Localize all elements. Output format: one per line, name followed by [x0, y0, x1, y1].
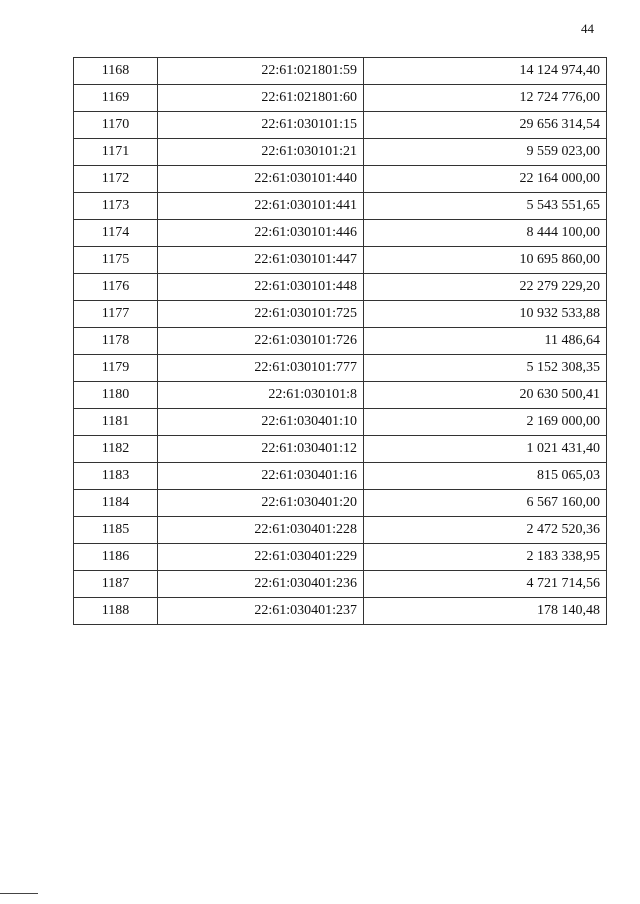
- cadastral-value-cell: 2 472 520,36: [364, 517, 607, 544]
- cadastral-number-cell: 22:61:030101:15: [158, 112, 364, 139]
- table-body: [74, 58, 607, 625]
- cadastral-value-cell: 5 152 308,35: [364, 355, 607, 382]
- row-number-cell: 1178: [74, 328, 158, 355]
- page-number: 44: [581, 21, 594, 36]
- cadastral-value-cell: 12 724 776,00: [364, 85, 607, 112]
- row-number-cell: 1182: [74, 436, 158, 463]
- row-number-cell: 1181: [74, 409, 158, 436]
- cadastral-value-cell: 20 630 500,41: [364, 382, 607, 409]
- cadastral-value-table: [73, 57, 607, 625]
- cadastral-number-cell: 22:61:030401:20: [158, 490, 364, 517]
- row-number-cell: 1171: [74, 139, 158, 166]
- cadastral-value-cell: 10 932 533,88: [364, 301, 607, 328]
- cadastral-value-cell: 4 721 714,56: [364, 571, 607, 598]
- table-row: [74, 112, 607, 139]
- cadastral-value-cell: 22 279 229,20: [364, 274, 607, 301]
- cadastral-number-cell: 22:61:030101:777: [158, 355, 364, 382]
- cadastral-value-cell: 11 486,64: [364, 328, 607, 355]
- cadastral-number-cell: 22:61:021801:60: [158, 85, 364, 112]
- cadastral-number-cell: 22:61:030101:21: [158, 139, 364, 166]
- row-number-cell: 1179: [74, 355, 158, 382]
- cadastral-value-cell: 8 444 100,00: [364, 220, 607, 247]
- table-row: [74, 328, 607, 355]
- table-row: [74, 544, 607, 571]
- table-row: [74, 301, 607, 328]
- table-row: [74, 409, 607, 436]
- row-number-cell: 1183: [74, 463, 158, 490]
- table-row: [74, 355, 607, 382]
- cadastral-number-cell: 22:61:030401:12: [158, 436, 364, 463]
- cadastral-value-cell: 815 065,03: [364, 463, 607, 490]
- row-number-cell: 1185: [74, 517, 158, 544]
- row-number-cell: 1175: [74, 247, 158, 274]
- cadastral-value-cell: 5 543 551,65: [364, 193, 607, 220]
- cadastral-value-cell: 2 183 338,95: [364, 544, 607, 571]
- table-row: [74, 58, 607, 85]
- cadastral-value-cell: 2 169 000,00: [364, 409, 607, 436]
- footer-divider: [0, 893, 38, 894]
- row-number-cell: 1169: [74, 85, 158, 112]
- row-number-cell: 1177: [74, 301, 158, 328]
- row-number-cell: 1168: [74, 58, 158, 85]
- table-row: [74, 463, 607, 490]
- row-number-cell: 1188: [74, 598, 158, 625]
- cadastral-number-cell: 22:61:030401:10: [158, 409, 364, 436]
- cadastral-number-cell: 22:61:030401:236: [158, 571, 364, 598]
- table-row: [74, 193, 607, 220]
- row-number-cell: 1173: [74, 193, 158, 220]
- cadastral-number-cell: 22:61:030101:448: [158, 274, 364, 301]
- table-row: [74, 247, 607, 274]
- table-row: [74, 274, 607, 301]
- cadastral-number-cell: 22:61:021801:59: [158, 58, 364, 85]
- cadastral-number-cell: 22:61:030101:726: [158, 328, 364, 355]
- cadastral-value-cell: 1 021 431,40: [364, 436, 607, 463]
- row-number-cell: 1186: [74, 544, 158, 571]
- cadastral-value-cell: 29 656 314,54: [364, 112, 607, 139]
- cadastral-value-cell: 178 140,48: [364, 598, 607, 625]
- table-row: [74, 571, 607, 598]
- cadastral-number-cell: 22:61:030101:8: [158, 382, 364, 409]
- cadastral-number-cell: 22:61:030101:440: [158, 166, 364, 193]
- cadastral-value-cell: 9 559 023,00: [364, 139, 607, 166]
- cadastral-number-cell: 22:61:030401:16: [158, 463, 364, 490]
- row-number-cell: 1184: [74, 490, 158, 517]
- row-number-cell: 1174: [74, 220, 158, 247]
- cadastral-number-cell: 22:61:030101:446: [158, 220, 364, 247]
- table-row: [74, 139, 607, 166]
- row-number-cell: 1180: [74, 382, 158, 409]
- row-number-cell: 1172: [74, 166, 158, 193]
- row-number-cell: 1170: [74, 112, 158, 139]
- table-row: [74, 517, 607, 544]
- cadastral-number-cell: 22:61:030401:228: [158, 517, 364, 544]
- cadastral-value-cell: 22 164 000,00: [364, 166, 607, 193]
- table-row: [74, 220, 607, 247]
- row-number-cell: 1176: [74, 274, 158, 301]
- table-row: [74, 382, 607, 409]
- table-row: [74, 85, 607, 112]
- cadastral-number-cell: 22:61:030101:725: [158, 301, 364, 328]
- cadastral-value-cell: 14 124 974,40: [364, 58, 607, 85]
- cadastral-number-cell: 22:61:030401:237: [158, 598, 364, 625]
- cadastral-value-cell: 6 567 160,00: [364, 490, 607, 517]
- cadastral-value-cell: 10 695 860,00: [364, 247, 607, 274]
- table-row: [74, 598, 607, 625]
- row-number-cell: 1187: [74, 571, 158, 598]
- table-row: [74, 436, 607, 463]
- table-row: [74, 166, 607, 193]
- cadastral-number-cell: 22:61:030101:447: [158, 247, 364, 274]
- table-row: [74, 490, 607, 517]
- cadastral-number-cell: 22:61:030101:441: [158, 193, 364, 220]
- cadastral-number-cell: 22:61:030401:229: [158, 544, 364, 571]
